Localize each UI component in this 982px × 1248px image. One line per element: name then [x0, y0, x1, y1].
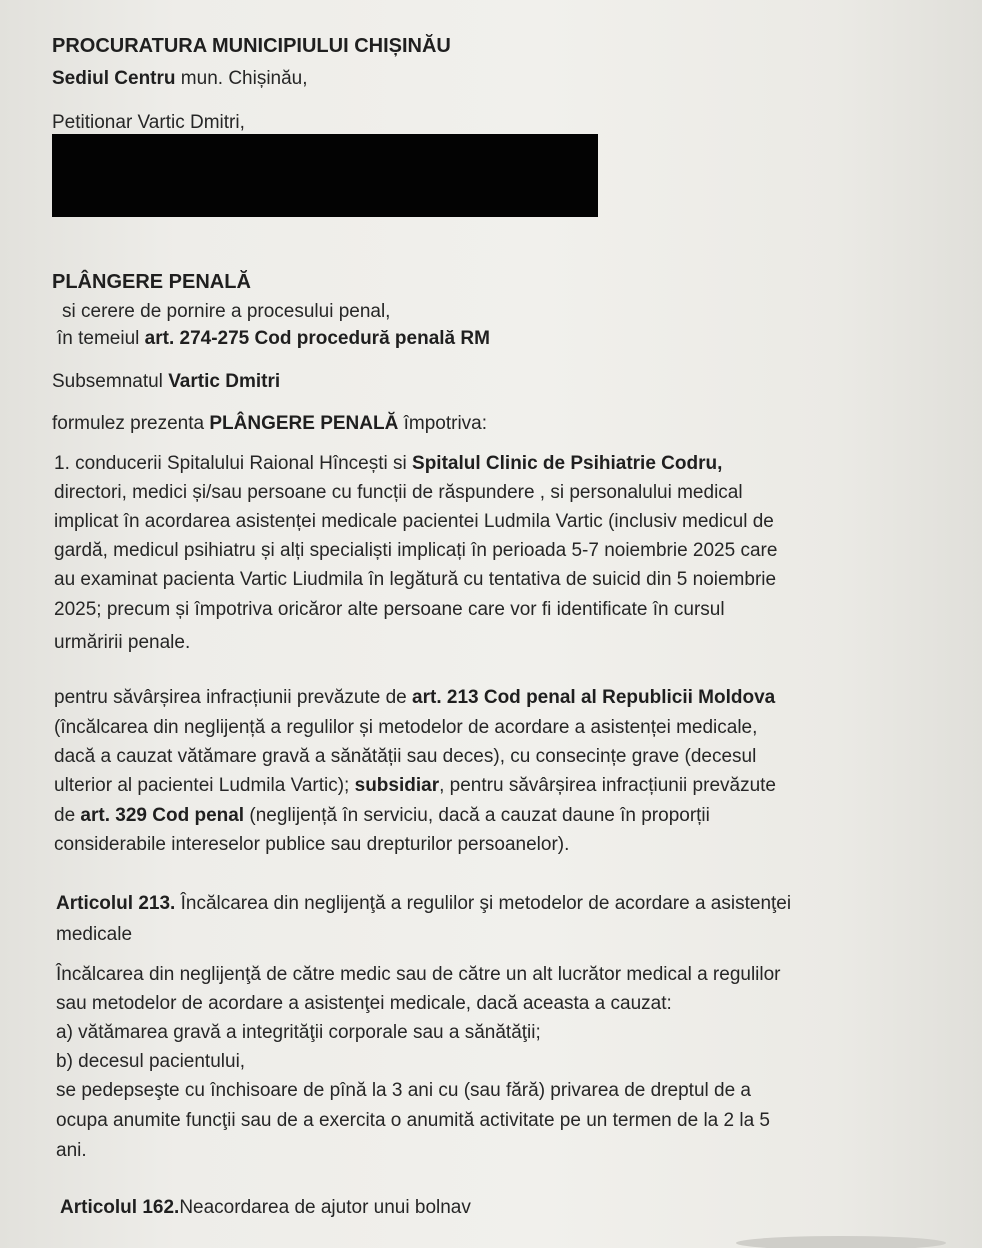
- petitioner-line: Petitionar Vartic Dmitri,: [52, 112, 245, 133]
- formulation-line: formulez prezenta PLÂNGERE PENALĂ împotriva:: [52, 413, 488, 434]
- item1-line1: 1. conducerii Spitalului Raional Hîncești si Spitalul Clinic de Psihiatrie Codru,: [54, 453, 723, 474]
- art213-body-line5: se pedepseşte cu închisoare de pînă la 3 ani cu (sau fără) privarea de dreptul de a: [56, 1080, 751, 1101]
- undersigned-line: Subsemnatul Vartic Dmitri: [52, 371, 281, 392]
- item1-line2: directori, medici și/sau persoane cu funcții de răspundere , si personalului medical: [54, 482, 743, 503]
- office-line: Sediul Centru mun. Chișinău,: [52, 68, 308, 89]
- item1-line3: implicat în acordarea asistenței medicale pacientei Ludmila Vartic (inclusiv medicul de: [54, 511, 774, 532]
- authority-heading: PROCURATURA MUNICIPIULUI CHIȘINĂU: [52, 35, 451, 57]
- art213-body-line3: a) vătămarea gravă a integrităţii corporale sau a sănătăţii;: [56, 1022, 541, 1043]
- art213-body-line4: b) decesul pacientului,: [56, 1051, 246, 1072]
- art162-title: Articolul 162.Neacordarea de ajutor unui bolnav: [60, 1197, 471, 1218]
- complaint-subtitle: si cerere de pornire a procesului penal,: [62, 301, 391, 322]
- art213-body-line2: sau metodelor de acordare a asistenţei medicale, dacă aceasta a cauzat:: [56, 993, 672, 1014]
- item1-line6: 2025; precum și împotriva oricăror alte persoane care vor fi identificate în cursul: [54, 599, 725, 620]
- art213-body-line1: Încălcarea din neglijenţă de către medic sau de către un alt lucrător medical a regulilor: [56, 964, 781, 985]
- item1-line4: gardă, medicul psihiatru și alți specialiști implicați în perioada 5-7 noiembrie 2025 care: [54, 540, 778, 561]
- page-edge-shadow: [736, 1236, 946, 1248]
- para2-line6: considerabile intereselor publice sau drepturilor persoanelor).: [54, 834, 570, 855]
- para2-line2: (încălcarea din neglijență a regulilor și metodelor de acordare a asistenței medicale,: [54, 717, 758, 738]
- art213-title: Articolul 213. Încălcarea din neglijenţă a regulilor şi metodelor de acordare a asistenţei: [56, 893, 792, 914]
- complaint-title: PLÂNGERE PENALĂ: [52, 271, 251, 293]
- para2-line5: de art. 329 Cod penal (neglijență în serviciu, dacă a cauzat daune în proporții: [54, 805, 710, 826]
- art213-body-line7: ani.: [56, 1140, 87, 1161]
- item1-line5: au examinat pacienta Vartic Liudmila în legătură cu tentativa de suicid din 5 noiembrie: [54, 569, 777, 590]
- item1-line7: urmăririi penale.: [54, 632, 191, 653]
- para2-line1: pentru săvârșirea infracțiunii prevăzute de art. 213 Cod penal al Republicii Moldova: [54, 687, 776, 708]
- art213-title-line2: medicale: [56, 924, 133, 945]
- para2-line3: dacă a cauzat vătămare gravă a sănătății sau deces), cu consecințe grave (decesul: [54, 746, 757, 767]
- redacted-block: [52, 134, 598, 217]
- para2-line4: ulterior al pacientei Ludmila Vartic); subsidiar, pentru săvârșirea infracțiunii prevăzute: [54, 775, 776, 796]
- legal-basis-line: în temeiul art. 274-275 Cod procedură penală RM: [57, 328, 490, 349]
- art213-body-line6: ocupa anumite funcţii sau de a exercita o anumită activitate pe un termen de la 2 la 5: [56, 1110, 770, 1131]
